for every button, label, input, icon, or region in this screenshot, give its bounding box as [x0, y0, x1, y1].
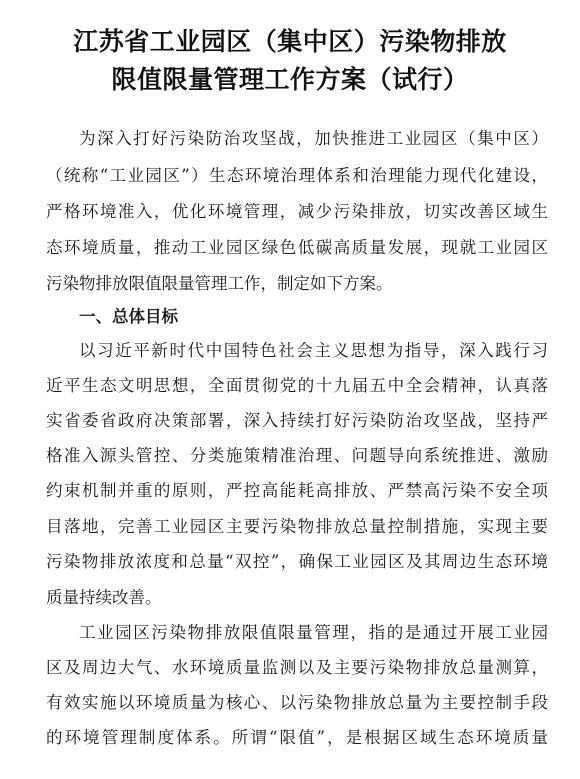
- paragraph-3-line-2: 区及周边大气、水环境质量监测以及主要污染物排放总量测算，: [46, 658, 548, 677]
- paragraph-1-line-1: 为深入打好污染防治攻坚战，加快推进工业园区（集中区）: [79, 129, 548, 148]
- paragraph-2-line-5: 约束机制并重的原则，严控高能耗高排放、严禁高污染不安全项: [46, 481, 548, 500]
- paragraph-1-line-4: 态环境质量，推动工业园区绿色低碳高质量发展，现就工业园区: [46, 238, 548, 257]
- paragraph-2-line-2: 近平生态文明思想，全面贯彻党的十九届五中全会精神，认真落: [46, 376, 548, 395]
- paragraph-3-line-4: 的环境管理制度体系。所谓“限值”，是根据区域生态环境质量: [46, 728, 548, 747]
- paragraph-3-line-1: 工业园区污染物排放限值限量管理，指的是通过开展工业园: [79, 623, 548, 642]
- document-title-line-2: 限值限量管理工作方案（试行）: [111, 65, 469, 94]
- paragraph-1-line-3: 严格环境准入，优化环境管理，减少污染排放，切实改善区域生: [46, 202, 548, 221]
- paragraph-2-line-3: 实省委省政府决策部署，深入持续打好污染防治攻坚战，坚持严: [46, 411, 548, 430]
- paragraph-2-line-8: 质量持续改善。: [46, 588, 162, 607]
- paragraph-1-line-2: （统称“工业园区”）生态环境治理体系和治理能力现代化建设，: [46, 166, 548, 185]
- paragraph-1-line-5: 污染物排放限值限量管理工作，制定如下方案。: [46, 274, 393, 293]
- paragraph-2-line-6: 目落地，完善工业园区主要污染物排放总量控制措施，实现主要: [46, 517, 548, 536]
- paragraph-2-line-7: 污染物排放浓度和总量“双控”，确保工业园区及其周边生态环境: [46, 552, 548, 571]
- paragraph-2-line-1: 以习近平新时代中国特色社会主义思想为指导，深入践行习: [79, 341, 548, 360]
- paragraph-2-line-4: 格准入源头管控、分类施策精准治理、问题导向系统推进、激励: [46, 446, 548, 465]
- document-title-line-1: 江苏省工业园区（集中区）污染物排放: [73, 27, 507, 56]
- section-1-heading: 一、总体目标: [79, 307, 178, 326]
- paragraph-3-line-3: 有效实施以环境质量为核心、以污染物排放总量为主要控制手段: [46, 693, 548, 712]
